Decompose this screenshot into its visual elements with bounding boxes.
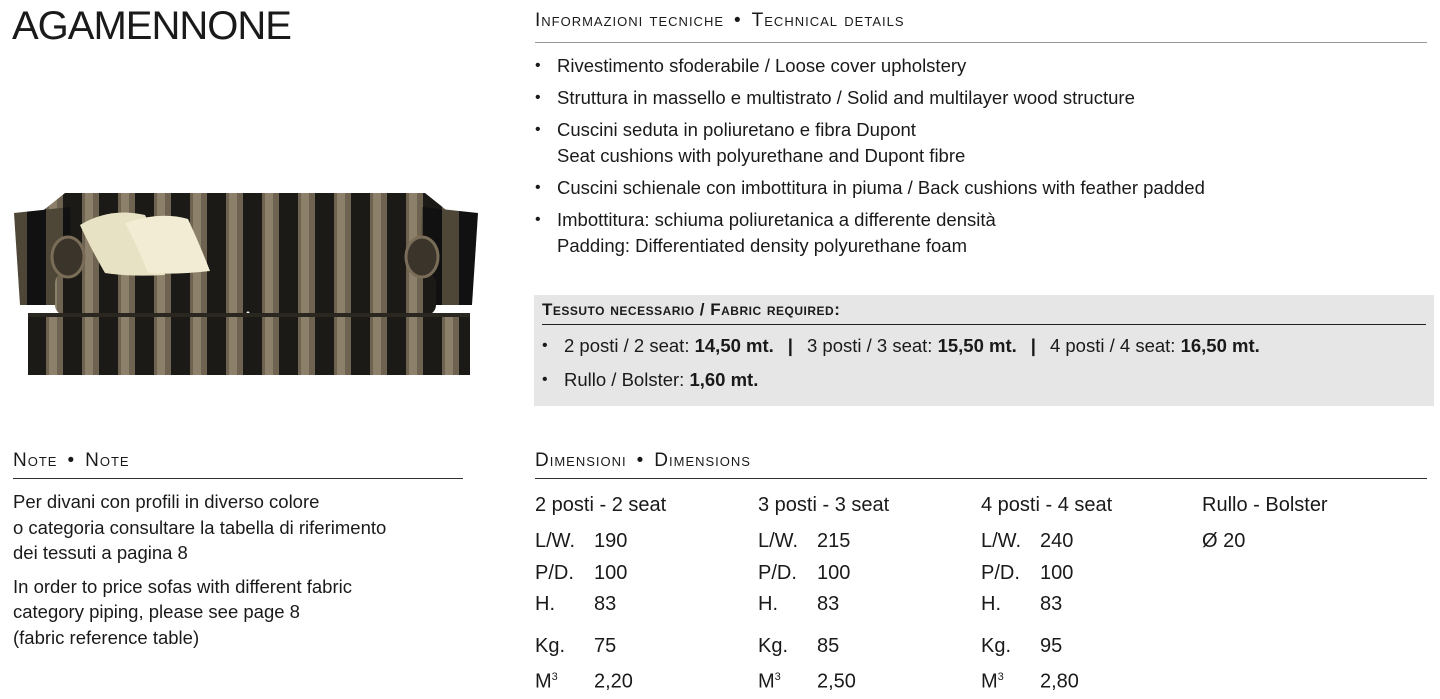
fabric-required-section bbox=[534, 295, 1434, 406]
fabric-required-list bbox=[542, 333, 1434, 393]
list-item: • Struttura in massello e multistrato / Solid and multilayer wood structure bbox=[535, 85, 1427, 111]
product-title: AGAMENNONE bbox=[12, 4, 291, 48]
dimensions-section bbox=[535, 450, 1427, 693]
dimensions-column-bolster: Rullo - Bolster Ø 20 bbox=[1202, 494, 1328, 552]
dimensions-column-2-seat: 2 posti - 2 seat L/W. 190 P/D. 100 H. 83 Kg. 75 $M^3$ 2,20 bbox=[535, 494, 667, 693]
fabric-required-heading: Tessuto necessario / Fabric required: bbox=[542, 295, 1426, 325]
sofa-image bbox=[10, 185, 482, 380]
technical-details-list bbox=[535, 53, 1427, 259]
technical-details-section bbox=[535, 10, 1427, 265]
dimensions-column-4-seat: 4 posti - 4 seat L/W. 240 P/D. 100 H. 83 Kg. 95 $M^3$ 2,80 bbox=[981, 494, 1113, 693]
note-heading: Note • Note bbox=[13, 450, 463, 479]
list-item: • Cuscini seduta in poliuretano e fibra Dupont Seat cushions with polyurethane and Dupont fibre bbox=[535, 117, 1427, 169]
note-italian: Per divani con profili in diverso colore o categoria consultare la tabella di riferimento dei tessuti a pagina 8 bbox=[13, 491, 387, 563]
list-item: • Cuscini schienale con imbottitura in piuma / Back cushions with feather padded bbox=[535, 175, 1427, 201]
dimensions-column-3-seat: 3 posti - 3 seat L/W. 215 P/D. 100 H. 83 Kg. 85 $M^3$ 2,50 bbox=[758, 494, 890, 693]
list-item: • 2 posti / 2 seat: 14,50 mt. | 3 posti / 3 seat: 15,50 mt. | 4 posti / 4 seat: 16,50 mt. bbox=[542, 333, 1434, 359]
note-section bbox=[13, 450, 463, 650]
technical-details-heading: Informazioni tecniche • Technical details bbox=[535, 10, 1427, 43]
list-item: • Imbottitura: schiuma poliuretanica a differente densità Padding: Differentiated density polyurethane foam bbox=[535, 207, 1427, 259]
list-item: • Rivestimento sfoderabile / Loose cover upholstery bbox=[535, 53, 1427, 79]
note-english: In order to price sofas with different fabric category piping, please see page 8 (fabric reference table) bbox=[13, 575, 352, 648]
dimensions-heading: Dimensioni • Dimensions bbox=[535, 450, 1427, 479]
list-item: • Rullo / Bolster: 1,60 mt. bbox=[542, 367, 1434, 393]
